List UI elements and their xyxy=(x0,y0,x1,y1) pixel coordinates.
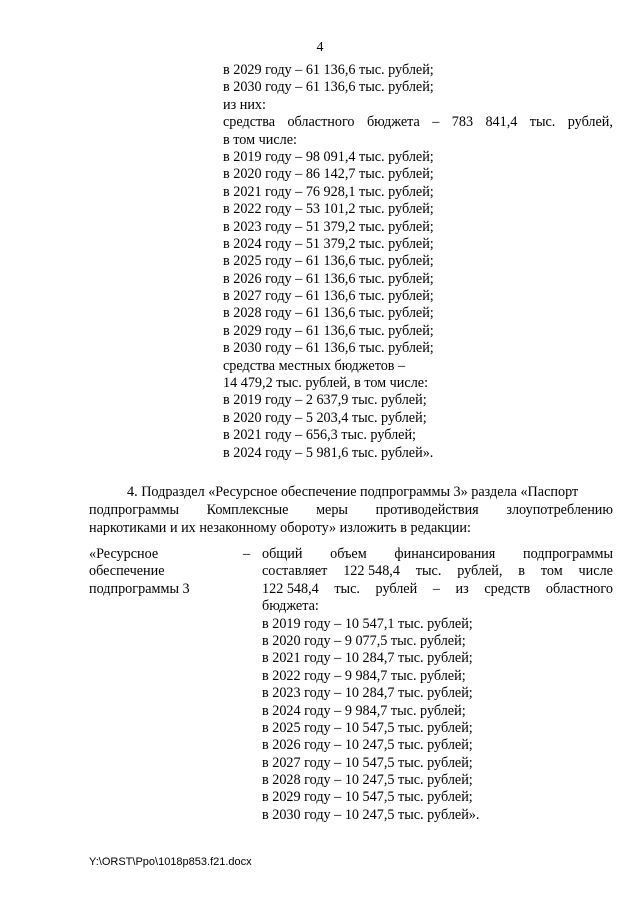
word: из xyxy=(455,580,469,597)
list-item: в 2022 году – 53 101,2 тыс. рублей; xyxy=(223,201,434,218)
list-item: в 2027 году – 61 136,6 тыс. рублей; xyxy=(223,288,434,305)
paragraph-4 xyxy=(89,483,613,537)
list-item: в 2024 году – 9 984,7 тыс. рублей; xyxy=(262,702,466,719)
word: 783 xyxy=(451,114,474,131)
list-item: в 2026 году – 10 247,5 тыс. рублей; xyxy=(262,737,473,754)
list-item: в 2028 году – 61 136,6 тыс. рублей; xyxy=(223,305,434,322)
list-item: в 2029 году – 10 547,5 тыс. рублей; xyxy=(262,789,473,806)
list-item: в 2027 году – 10 547,5 тыс. рублей; xyxy=(262,754,473,771)
word: меры xyxy=(316,502,348,518)
word: том xyxy=(540,563,563,580)
list-item: в 2019 году – 98 091,4 тыс. рублей; xyxy=(223,148,434,165)
list-item: в 2021 году – 10 284,7 тыс. рублей; xyxy=(262,650,473,667)
word: Комплексные xyxy=(206,502,289,518)
list-item: в 2030 году – 61 136,6 тыс. рублей; xyxy=(223,340,434,357)
list-item: в 2019 году – 2 637,9 тыс. рублей; xyxy=(223,392,427,409)
table-line xyxy=(262,546,613,563)
word: противодействия xyxy=(375,502,479,518)
list-item: в 2028 году – 10 247,5 тыс. рублей; xyxy=(262,772,473,789)
list-item: в 2026 году – 61 136,6 тыс. рублей; xyxy=(223,270,434,287)
list-item: в 2021 году – 76 928,1 тыс. рублей; xyxy=(223,183,434,200)
list-item: в 2025 году – 10 547,5 тыс. рублей; xyxy=(262,719,473,736)
word: общий xyxy=(262,546,303,562)
word: объем xyxy=(330,546,367,562)
word: тыс. xyxy=(415,563,442,580)
word: рублей xyxy=(375,580,418,597)
list-item: в 2020 году – 5 203,4 тыс. рублей; xyxy=(223,409,427,426)
word: в xyxy=(518,563,525,580)
word: тыс. xyxy=(334,580,360,597)
word: подпрограммы xyxy=(523,546,613,562)
list-item: в 2024 году – 5 981,6 тыс. рублей». xyxy=(223,444,434,461)
paragraph-text: 4. Подраздел «Ресурсное обеспечение подпрограммы 3» раздела «Паспорт xyxy=(127,484,579,500)
list-item: в 2029 году – 61 136,6 тыс. рублей; xyxy=(223,62,434,78)
word: 122 548,4 xyxy=(343,563,400,580)
paragraph-line xyxy=(89,483,613,501)
list-item: в 2030 году – 61 136,6 тыс. рублей; xyxy=(223,79,434,96)
list-item: в 2019 году – 10 547,1 тыс. рублей; xyxy=(262,615,473,632)
list-item: в 2023 году – 10 284,7 тыс. рублей; xyxy=(262,685,473,702)
list-item: в 2023 году – 51 379,2 тыс. рублей; xyxy=(223,218,434,235)
word: злоупотреблению xyxy=(506,502,613,518)
word: 841,4 xyxy=(485,114,518,131)
list-item: в 2020 году – 9 077,5 тыс. рублей; xyxy=(262,632,466,649)
word: средств xyxy=(484,580,531,597)
word: 122 548,4 xyxy=(262,580,319,597)
table-label: обеспечение xyxy=(89,563,165,580)
regional-budget-cont: в том числе: xyxy=(223,131,297,148)
word: тыс. xyxy=(529,114,556,131)
list-item: из них: xyxy=(223,96,266,113)
table-dash: – xyxy=(243,546,251,562)
word: финансирования xyxy=(394,546,496,562)
funding-column xyxy=(223,62,613,462)
file-path-footer: Y:\ORST\Ppo\1018p853.f21.docx xyxy=(89,856,252,868)
list-item: в 2020 году – 86 142,7 тыс. рублей; xyxy=(223,166,434,183)
table-label: подпрограммы 3 xyxy=(89,580,190,597)
page-number: 4 xyxy=(316,40,324,55)
paragraph-line xyxy=(89,501,613,519)
word: рублей, xyxy=(567,114,613,131)
list-item: в 2030 году – 10 247,5 тыс. рублей». xyxy=(262,806,480,823)
word: областного xyxy=(287,114,355,131)
word: составляет xyxy=(262,563,328,580)
word: подпрограммы xyxy=(89,502,179,518)
table-line: бюджета: xyxy=(262,598,319,615)
list-item: в 2029 году – 61 136,6 тыс. рублей; xyxy=(223,322,434,339)
list-item: в 2021 году – 656,3 тыс. рублей; xyxy=(223,427,416,444)
table-line xyxy=(262,563,613,580)
list-item: 14 479,2 тыс. рублей, в том числе: xyxy=(223,375,429,392)
list-item: в 2025 году – 61 136,6 тыс. рублей; xyxy=(223,253,434,270)
word: рублей, xyxy=(457,563,503,580)
word: – xyxy=(432,114,440,131)
table-label: «Ресурсное xyxy=(89,546,159,562)
word: – xyxy=(432,580,440,597)
paragraph-line: наркотиками и их незаконному обороту» изложить в редакции: xyxy=(89,520,471,536)
word: областного xyxy=(545,580,613,597)
table-line xyxy=(262,581,613,598)
list-item: средства местных бюджетов – xyxy=(223,357,406,374)
word: средства xyxy=(223,114,276,131)
word: бюджета xyxy=(366,114,420,131)
regional-budget-line xyxy=(223,114,613,131)
table-right-cell xyxy=(262,546,613,824)
list-item: в 2022 году – 9 984,7 тыс. рублей; xyxy=(262,667,466,684)
word: числе xyxy=(578,563,613,580)
list-item: в 2024 году – 51 379,2 тыс. рублей; xyxy=(223,235,434,252)
table-left-cell xyxy=(89,546,249,598)
